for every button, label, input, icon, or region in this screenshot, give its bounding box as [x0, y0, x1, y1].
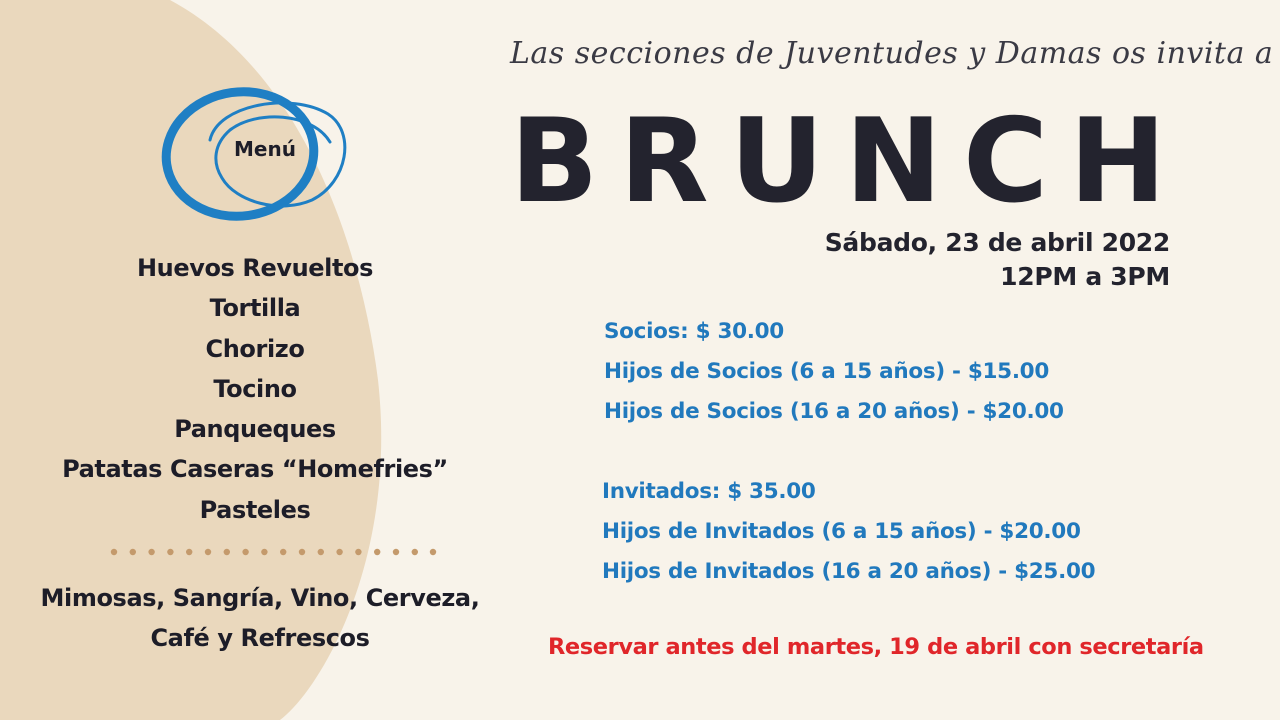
event-time: 12PM a 3PM	[1000, 262, 1170, 291]
drinks-line: Mimosas, Sangría, Vino, Cerveza,	[40, 584, 480, 612]
guest-prices	[602, 472, 1095, 592]
price-line: Socios: $ 30.00	[604, 319, 784, 344]
drinks-line: Café y Refrescos	[150, 624, 370, 652]
invite-text: Las secciones de Juventudes y Damas os invita a	[510, 36, 1274, 71]
menu-item: Tocino	[213, 374, 297, 403]
menu-item: Chorizo	[205, 334, 305, 363]
reservation-notice: Reservar antes del martes, 19 de abril con secretaría	[548, 634, 1204, 660]
price-line: Invitados: $ 35.00	[602, 479, 816, 504]
event-datetime	[825, 226, 1170, 294]
menu-item: Pasteles	[199, 495, 311, 524]
price-line: Hijos de Socios (6 a 15 años) - $15.00	[604, 359, 1050, 384]
menu-item: Huevos Revueltos	[136, 254, 374, 282]
menu-item: Tortilla	[209, 294, 301, 323]
drinks-list	[30, 578, 490, 658]
price-line: Hijos de Invitados (16 a 20 años) - $25.00	[602, 559, 1096, 584]
member-prices	[604, 312, 1064, 432]
event-date: Sábado, 23 de abril 2022	[824, 228, 1170, 257]
menu-badge	[152, 82, 362, 232]
dotted-divider	[108, 546, 438, 558]
event-title: BRUNCH	[510, 94, 1188, 229]
menu-item: Patatas Caseras “Homefries”	[62, 455, 448, 484]
menu-list	[40, 248, 470, 530]
price-line: Hijos de Invitados (6 a 15 años) - $20.00	[602, 519, 1081, 544]
menu-item: Panqueques	[174, 415, 336, 444]
menu-title: Menú	[234, 137, 296, 161]
price-line: Hijos de Socios (16 a 20 años) - $20.00	[604, 399, 1064, 424]
